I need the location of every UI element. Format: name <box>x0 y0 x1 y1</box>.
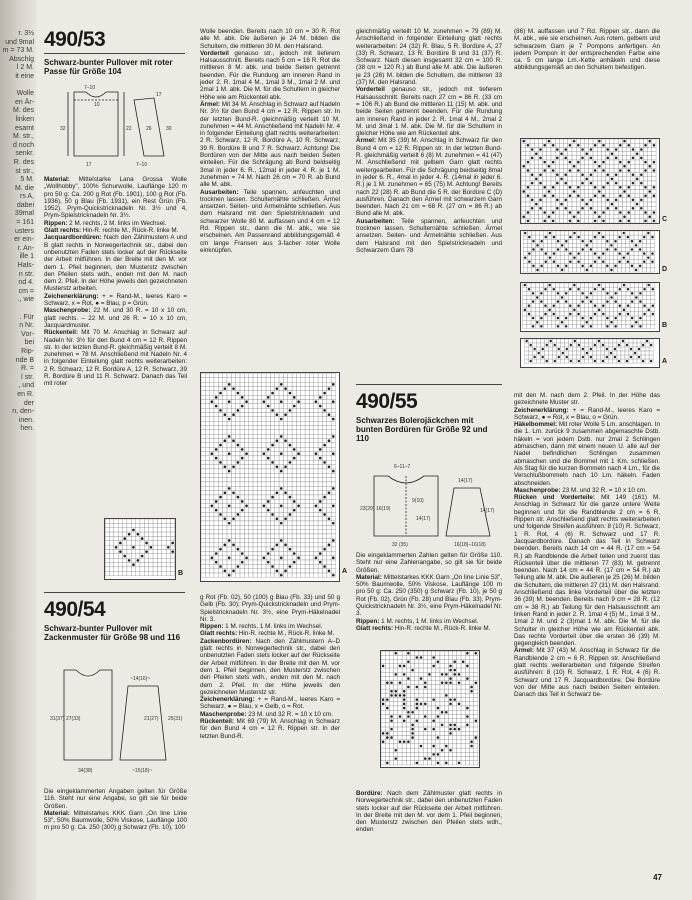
paragraph-text: 23 M. und 32 R. = 10 x 10 cm. <box>560 486 647 494</box>
text-column-54 <box>44 788 187 884</box>
paragraph-text: Mittelstarke Lana Grossa Wolle „Wollhobby", 100% Schurwolle, Lauflänge 120 m pro 50 g: Ca. 200 g Rot (Fb. 1901), 100 g Rot (Fb. 1936), 50 g Blau (Fb. 1931), ein Rest Grün (Fb. 1952). Prym-Quickstricknadeln Nr. 3½ und 4, Prym-Spielstricknadeln Nr. 3½. <box>44 176 187 220</box>
paragraph-heading: Maschenprobe: <box>514 486 561 494</box>
dim-label: 14(17) <box>458 478 473 484</box>
paragraph-heading: Jacquardbordüren: <box>44 234 102 242</box>
dim-label: 30 <box>166 126 172 132</box>
dim-label: 31(37) <box>50 716 65 722</box>
paragraph <box>44 788 187 810</box>
paragraph <box>200 718 340 740</box>
chart-53-b <box>104 518 176 580</box>
paragraph-text: Teile spannen, anfeuchten und trocknen lassen. Schulternähte schließen. Ärmel ansetzen. Seiten- und Ärmelnähte schließen. Aus dem Halsrand mit den Spielstricknadeln und schwarzer Wolle 80 M. auffassen und 4 cm = 12 Rd. Rippen str., dann die M. abk., wie sie erscheinen. Am Passenrand abbildungsgemäß 4 cm lange Fransen aus 3-facher roter Wolle einknüpfen. <box>200 188 340 254</box>
paragraph-text: Mit 34 M. Anschlag in Schwarz auf Nadeln Nr. 3½ für den Bund 4 cm = 12 R. Rippen str. In der letzten Bund-R. gleichmäßig verteilt 10 M. zunehmen = 44 M. Anschließend mit Nadeln Nr. 4 in folgender Einteilung glatt rechts weiterarbeiten: 2 R. Schwarz, 12 R. Bordüre A, 10 R. Schwarz, 39 R. Bordüre B und 7 R. Schwarz. Achtung! Die Bordüren von der Mitte aus nach beiden Seiten einteilen. Für die Schrägung ab Bund beidseitig 3mal in jeder 6. R., 12mal in jeder 4. R. je 1 M. zunehmen = 74 M. Nach 26 cm = 70 R. ab Bund alle M. abk. <box>200 100 340 189</box>
text-column-54-cont <box>200 594 340 884</box>
spine-text: r. 3½ und 9mal m = 73 M. Abschlg l 2 M. it eine Wolle en Är- M. des linken esamt M. str., d noch senkr. R. des st str., 5 M. M. die rs A, dabei 39mal = 161 usters er ein- r. An- ille 1 Hals- n str. nd 4. cm = ., wie . Für n Nr. Vor- bei Rip- nde B R. = l str. , und en R. der n, den- inen. hen. <box>2 30 34 433</box>
paragraph <box>44 329 187 387</box>
text-column-53 <box>44 176 187 512</box>
paragraph-heading: Bordüre: <box>356 790 383 797</box>
paragraph-text: 22 M. und 30 R. = 10 x 10 cm, glatt rechts. – 22 M. und 26 R. = 10 x 10 cm, Jacquardmuster. <box>44 307 187 329</box>
paragraph-heading: Rippen: <box>200 623 224 631</box>
paragraph <box>356 618 502 625</box>
paragraph-heading: Zackenbordüren: <box>200 637 252 645</box>
paragraph-text: Mit 149 (161) M. Anschlag in Schwarz für die ganze untere Weite beginnen und für die Randblende 2 cm = 6 R. Rippen str. Anschließend glatt rechts weiterarbeiten und folgende Streifen ausführen: 8 (10) R. Schwarz, 1 R. Rot, 4 (6) R. Schwarz und 17 R. Jacquardbordüre. Danach das Teil in Schwarz beenden. Bereits nach 14 cm = 44 R. (17 cm = 54 R.) ab Randblende die Arbeit teilen und zuerst das Rückenteil über die mittleren 77 (83) M. getrennt beenden. Nach 14 cm = 44 R. (17 cm = 54 R.) ab Teilung alle M. abk. Die äußeren je 25 (26) M. bilden die Schultern, die mittleren 27 (31) M. den Halsrand. Anschließend das linke Vorderteil über die letzten 36 (39) M. beenden. Bereits nach 9 cm = 28 R. (12 cm = 38 R.) ab Teilung für den Halsausschnitt am linken Rand in jeder 2. R. 1mal 4 (5) M., 1mal 3 M., 1mal 2 M. und 2 (3)mal 1 M. abk. Die M. für die Schulter in gleicher Höhe wie am Rückenteil abk. Das rechte Vorderteil über die ersten 36 (39) M. gegengleich beenden. <box>514 494 660 648</box>
paragraph-text: Hin-R. rechte M., Rück-R. linke M. <box>81 227 179 235</box>
dim-label: 16(18)–16(18) <box>454 542 486 548</box>
paragraph <box>44 293 187 308</box>
dim-label: 7–10 <box>136 162 148 168</box>
schematic-53 <box>46 80 186 172</box>
paragraph-text: Mit roter Wolle 5 Lm. anschlagen. In die 1. Lm. zurück 9 zusammen abgemaschte Dstb. häkeln = von jedem Dstb. nur 2mal 2 Schlingen abmaschen, dann mit einem neuen U. alle auf der Nadel befindlichen Schlingen zusammen abmaschen und die Bommel mit 1 Km. schließen. Als Stag für die kurzen Bommeln nach 4 Lm., für die Verschlußbommeln nach 10 Lm. häkeln. Faden abschneiden. <box>514 421 660 487</box>
paragraph-text: g Rot (Fb. 02), 50 (100) g Blau (Fb. 33) und 50 g Gelb (Fb. 30); Prym-Quickstricknadeln und Prym-Spielstricknadeln Nr. 3½, eine Prym-Häkelnadel Nr. 3. <box>200 594 340 623</box>
paragraph-text: Wolle beenden. Bereits nach 10 cm = 30 R. Rot alle M. abk. Die äußeren je 24 M. bilden die Schultern, die mittleren 30 M. den Halsrand. <box>200 28 340 50</box>
dim-label: 22 <box>126 126 132 132</box>
paragraph <box>200 696 340 711</box>
paragraph-heading: Ausarbeiten: <box>200 188 239 196</box>
paragraph-heading: Rippen: <box>356 617 380 625</box>
chart-label-c: C <box>662 216 668 223</box>
paragraph-text: 1 M. rechts, 1 M. links im Wechsel. <box>223 623 323 631</box>
paragraph-heading: Ärmel: <box>200 100 220 108</box>
dim-label: 14(17) <box>480 508 495 514</box>
paragraph-heading: Vorderteil <box>356 86 385 94</box>
chart-54-c <box>520 138 660 224</box>
paragraph-heading: Rücken und Vorderteile: <box>514 494 596 502</box>
paragraph <box>356 218 502 254</box>
text-column-53-cont <box>200 28 340 366</box>
dim-label: 26 <box>146 126 152 132</box>
paragraph-text: Mittelstarkes KKK Garn „On line Linie 53", 50% Baumwolle, 50% Viskose, Lauflänge 100 m pro 50 g: Ca. 250 (350) g Schwarz (Fb. 10), je 50 g Rot (Fb. 02), Grün (Fb. 28) und Blau (Fb. 33). Prym-Quickstricknadeln Nr. 3½, eine Prym-Häkelnadel Nr. 3. <box>356 573 502 618</box>
paragraph <box>44 234 187 292</box>
dim-label: 9(10) <box>412 498 424 504</box>
paragraph <box>356 552 502 574</box>
paragraph <box>200 623 340 630</box>
paragraph-text: Mit 37 (43) M. Anschlag in Schwarz für die Randblende 2 cm = 6 R. Rippen str. Anschließend glatt rechts weiterarbeiten und folgende Streifen ausführen: 8 (10) R. Schwarz, 1 R. Rot, 4 (6) R. Schwarz und 17 R. Jacquardbordüre. Die Bordüre von der Mitte aus nach beiden Seiten einteilen. Danach das Teil in Schwarz be- <box>514 647 660 699</box>
paragraph-heading: Maschenprobe: <box>200 710 247 718</box>
paragraph <box>514 487 660 494</box>
paragraph-heading: Zeichenerklärung: <box>200 696 255 704</box>
paragraph <box>200 28 340 50</box>
paragraph-text: Nach den Zählmustern A und B glatt rechts in Norwegertechnik str., dabei den unbenutzten Faden stets locker auf der Rückseite der Arbeit mitführen. In der Breite mit den M. vor dem 1. Pfeil beginnen, den Musterstz zwischen den Pfeilen stets wdh., enden mit den M. nach dem 2. Pfeil. In der Höhe jeweils den gezeichneten Musterstz arbeiten. <box>44 234 187 293</box>
chart-label-a: A <box>342 568 348 575</box>
paragraph-heading: Vorderteil <box>200 49 229 57</box>
paragraph-text: Nach den Zählmustern A–D glatt rechts in Norwegertechnik str., dabei den unbenutzten Faden stets locker auf der Rückseite der Arbeit mitführen. In der Breite mit den M. vor dem 1. Pfeil beginnen, den Musterstz zwischen den Pfeilen stets wdh., enden mit den M. nach dem 2. Pfeil. In der Höhe jeweils den gezeichneten Musterstz str. <box>200 637 340 696</box>
chart-54-b <box>520 282 660 332</box>
dim-label: ~14(16)~ <box>130 676 151 682</box>
paragraph-text: + = Rand-M., leeres Karo = Schwarz, ● = Rot, x = Blau, o = Grün. <box>514 406 660 421</box>
chart-label-b2: B <box>662 322 668 329</box>
chart-55 <box>380 650 480 768</box>
dim-label: 21(27) <box>144 716 159 722</box>
dim-label: 10 <box>94 102 100 108</box>
chart-label-b: B <box>178 570 184 577</box>
paragraph-text: Mittelstarkes KKK Garn „On line Linie 53", 50% Baumwolle, 50% Viskose, Lauflänge 100 m pro 50 g: Ca. 250 (300) g Schwarz (Fb. 10), 100 <box>44 809 187 832</box>
dim-label: 7–10 <box>84 85 96 91</box>
chart-label-a2: A <box>662 358 668 365</box>
dim-label: 32 (35) <box>392 542 408 548</box>
paragraph-text: + = Rand-M., leeres Karo = Schwarz, x = Rot, ● = Blau, p = Grün. <box>44 292 187 308</box>
dim-label: 17 <box>86 162 92 168</box>
page-number: 47 <box>653 873 662 882</box>
paragraph-text: Nach dem Zählmuster glatt rechts in Norwegertechnik str., dabei den unbenutzten Faden stets locker auf der Rückseite der Arbeit mitführen. In der Breite mit den M. vor dem 1. Pfeil beginnen, den Musterstz zwischen den Pfeilen stets wdh., enden <box>356 790 502 834</box>
paragraph <box>356 790 502 834</box>
paragraph-text: 23 M. und 32 R. = 10 x 10 cm. <box>246 710 333 718</box>
dim-label: 17 <box>156 92 162 98</box>
paragraph-heading: Zeichenerklärung: <box>44 292 99 300</box>
paragraph-heading: Maschenprobe: <box>44 307 91 315</box>
chart-label-d: D <box>662 266 668 273</box>
previous-page-edge <box>0 0 36 900</box>
paragraph-heading: Ärmel: <box>356 137 376 145</box>
pattern-title-54: Schwarz-bunter Pullover mit Zackenmuster für Größe 98 und 116 <box>44 624 181 643</box>
text-column-54-cont2 <box>356 28 502 380</box>
paragraph <box>514 494 660 647</box>
paragraph <box>514 421 660 487</box>
paragraph <box>356 137 502 217</box>
dim-label: 34(38) <box>78 768 93 774</box>
dim-label: 16(19) <box>376 506 391 512</box>
dim-label: 14(17) <box>416 516 431 522</box>
paragraph <box>514 407 660 422</box>
paragraph <box>200 101 340 189</box>
paragraph <box>200 50 340 101</box>
text-column-55-bottom <box>356 790 502 882</box>
paragraph-heading: Rippen: <box>44 219 68 227</box>
paragraph-text: Hin-R. rechte M., Rück-R. linke M. <box>393 624 491 632</box>
paragraph <box>44 220 187 227</box>
paragraph-text: + = Rand-M., leeres Karo = Schwarz, ● = Blau, x = Gelb, o = Rot. <box>200 696 340 711</box>
paragraph-text: mit den M. nach dem 2. Pfeil. In der Höhe das gezeichnete Muster str. <box>514 392 660 407</box>
paragraph-text: (86) M. auffassen und 7 Rd. Rippen str., dann die M. abk., wie sie erscheinen. Aus rotem, gelbem und schwarzem Garn je 7 Pompons anfertigen. An jedem Pompon in der entsprechenden Farbe eine ca. 5 cm lange Lm.-Kette anhäkeln und diese abbildungsgemäß an den Schultern befestigen. <box>514 28 660 72</box>
paragraph-heading: Rückenteil: <box>200 718 234 726</box>
paragraph-text: Hin-R. rechte M., Rück-R. linke M. <box>237 630 335 638</box>
divider <box>44 592 185 593</box>
paragraph-text: Mit 35 (39) M. Anschlag in Schwarz für den Bund 4 cm = 12 R. Rippen str. In der letzten Bund-R. gleichmäßig verteilt 6 (8) M. zunehmen = 41 (47) M. Anschließend mit gelbem Garn glatt rechts weitergearbeiten. Für die Schrägung beidseitig 8mal in jeder 6. R., 4mal in jeder 4. R. (14mal in jeder 6. R.) je 1 M. zunehmen = 65 (75) M. Achtung! Bereits nach 22 (28) R. ab Bund die 5 R. der Bordüre C (D) ausführen. Danach den Ärmel mit schwarzem Garn beenden. Nach 21 cm = 68 R. (27 cm = 86 R.) ab Bund alle M. abk. <box>356 137 502 218</box>
paragraph <box>356 574 502 618</box>
pattern-title-53: Schwarz-bunter Pullover mit roter Passe für Größe 104 <box>44 58 173 77</box>
text-column-54-cont3 <box>514 28 660 126</box>
paragraph <box>356 86 502 137</box>
paragraph-heading: Häkelbommel: <box>514 421 558 429</box>
paragraph <box>200 638 340 696</box>
paragraph <box>356 28 502 86</box>
paragraph <box>44 227 187 234</box>
paragraph-heading: Rückenteil: <box>44 329 78 337</box>
chart-54-a <box>520 338 660 368</box>
text-column-55-cont <box>514 392 660 882</box>
paragraph <box>200 189 340 255</box>
paragraph <box>514 28 660 72</box>
paragraph-text: genauso str., jedoch mit tieferem Halsausschnitt. Bereits nach 5 cm = 16 R. Rot die mittleren 8 M. abk. und beide Seiten getrennt beenden. Für die Rundung am inneren Rand in jeder 2. R. 1mal 4 M., 1mal 3 M., 1mal 2 M. und 2mal 1 M. abk. Die M. für die Schultern in gleicher Höhe wie am Rückenteil abk. <box>200 49 340 101</box>
chart-53-a <box>200 372 340 582</box>
dim-label: 25(31) <box>168 716 183 722</box>
dim-label: 32 <box>60 126 66 132</box>
paragraph-text: Die eingeklammerten Angaben gelten für Größe 116. Steht nur eine Angabe, so gilt sie für beide Größen. <box>44 788 187 810</box>
schematic-55 <box>356 454 502 549</box>
paragraph-text: Teile spannen, anfeuchten und trocknen lassen. Schulternähte schließen. Ärmel ansetzen. Seiten- und Ärmelnähte schließen. Aus dem Halsrand mit den Spielstricknadeln und Schwarzem Garn 78 <box>356 217 502 254</box>
paragraph <box>356 625 502 632</box>
paragraph-heading: Ausarbeiten: <box>356 217 395 225</box>
dim-label: 27(33) <box>66 716 81 722</box>
dim-label: 6–11–7 <box>394 464 411 470</box>
paragraph <box>200 711 340 718</box>
paragraph-text: genauso str., jedoch mit tieferem Halsausschnitt. Bereits nach 27 cm = 86 R. (33 cm = 106 R.) ab Bund die mittleren 11 (15) M. abk. und beide Seiten getrennt beenden. Für die Rundung am inneren Rand in jeder 2. R. 1mal 4 M., 2mal 2 M. und 3mal 1 M. abk. Die M. für die Schultern in gleicher Höhe wie am Rückenteil abk. <box>356 86 502 138</box>
paragraph-text: Mit 70 M. Anschlag in Schwarz auf Nadeln Nr. 3½ für den Bund 4 cm = 12 R. Rippen str. In der letzten Bund-R. gleichmäßig verteilt 8 M. zunehmen = 78 M. Anschließend mit Nadeln Nr. 4 in folgender Einteilung glatt rechts weiterarbeiten: 2 R. Schwarz, 12 R. Bordüre A, 12 R. Schwarz, 39 R. Bordüre B und 11 R. Schwarz. Danach das Teil mit roter <box>44 329 187 388</box>
paragraph-text: Die eingeklammerten Zahlen gelten für Größe 110. Steht nur eine Zahlenangabe, so gilt sie für beide Größen. <box>356 552 502 574</box>
paragraph-heading: Material: <box>44 809 70 817</box>
dim-label: 23(29) <box>360 506 375 512</box>
divider <box>44 53 185 54</box>
text-column-55 <box>356 552 502 642</box>
paragraph <box>44 176 187 220</box>
schematic-54 <box>46 660 186 780</box>
paragraph <box>44 810 187 832</box>
dim-label: ~15(18)~ <box>132 768 153 774</box>
paragraph <box>44 307 187 329</box>
pattern-code-54: 490/54 <box>44 598 106 621</box>
paragraph <box>514 392 660 407</box>
paragraph-heading: Zeichenerklärung: <box>514 406 569 414</box>
pattern-code-53: 490/53 <box>44 28 106 51</box>
chart-54-d <box>520 230 660 274</box>
pattern-code-55: 490/55 <box>356 390 418 413</box>
paragraph-heading: Glatt rechts: <box>356 624 394 632</box>
paragraph-text: 2 M. rechts, 2 M. links im Wechsel. <box>67 219 167 227</box>
pattern-title-55: Schwarzes Bolerojäckchen mit bunten Bordüren für Größe 92 und 110 <box>356 416 488 444</box>
paragraph-text: 1 M. rechts, 1 M. links im Wechsel. <box>379 617 479 625</box>
paragraph-heading: Ärmel: <box>514 647 534 655</box>
paragraph-heading: Glatt rechts: <box>44 227 82 235</box>
divider <box>356 384 502 385</box>
paragraph-heading: Material: <box>356 573 382 581</box>
paragraph-text: gleichmäßig verteilt 10 M. zunehmen = 79 (89) M. Anschließend in folgender Einteilung glatt rechts weiterarbeiten: 24 (32) R. Blau, 5 R. Bordüre A, 27 (33) R. Schwarz, 13 R. Bordüre B und 31 (37) R. Schwarz. Nach diesen insgesamt 32 cm = 100 R. (38 cm = 120 R.) ab Bund alle M. abk. Die äußeren je 23 (26) M. bilden die Schultern, die mittleren 33 (37) M. den Halsrand. <box>356 28 502 87</box>
paragraph <box>200 594 340 623</box>
paragraph <box>514 647 660 698</box>
paragraph <box>200 630 340 637</box>
paragraph-heading: Material: <box>44 176 70 183</box>
paragraph-heading: Glatt rechts: <box>200 630 238 638</box>
paragraph-text: Mit 69 (79) M. Anschlag in Schwarz für den Bund 4 cm = 12 R. Rippen str. In der letzten Bund-R. <box>200 718 340 740</box>
